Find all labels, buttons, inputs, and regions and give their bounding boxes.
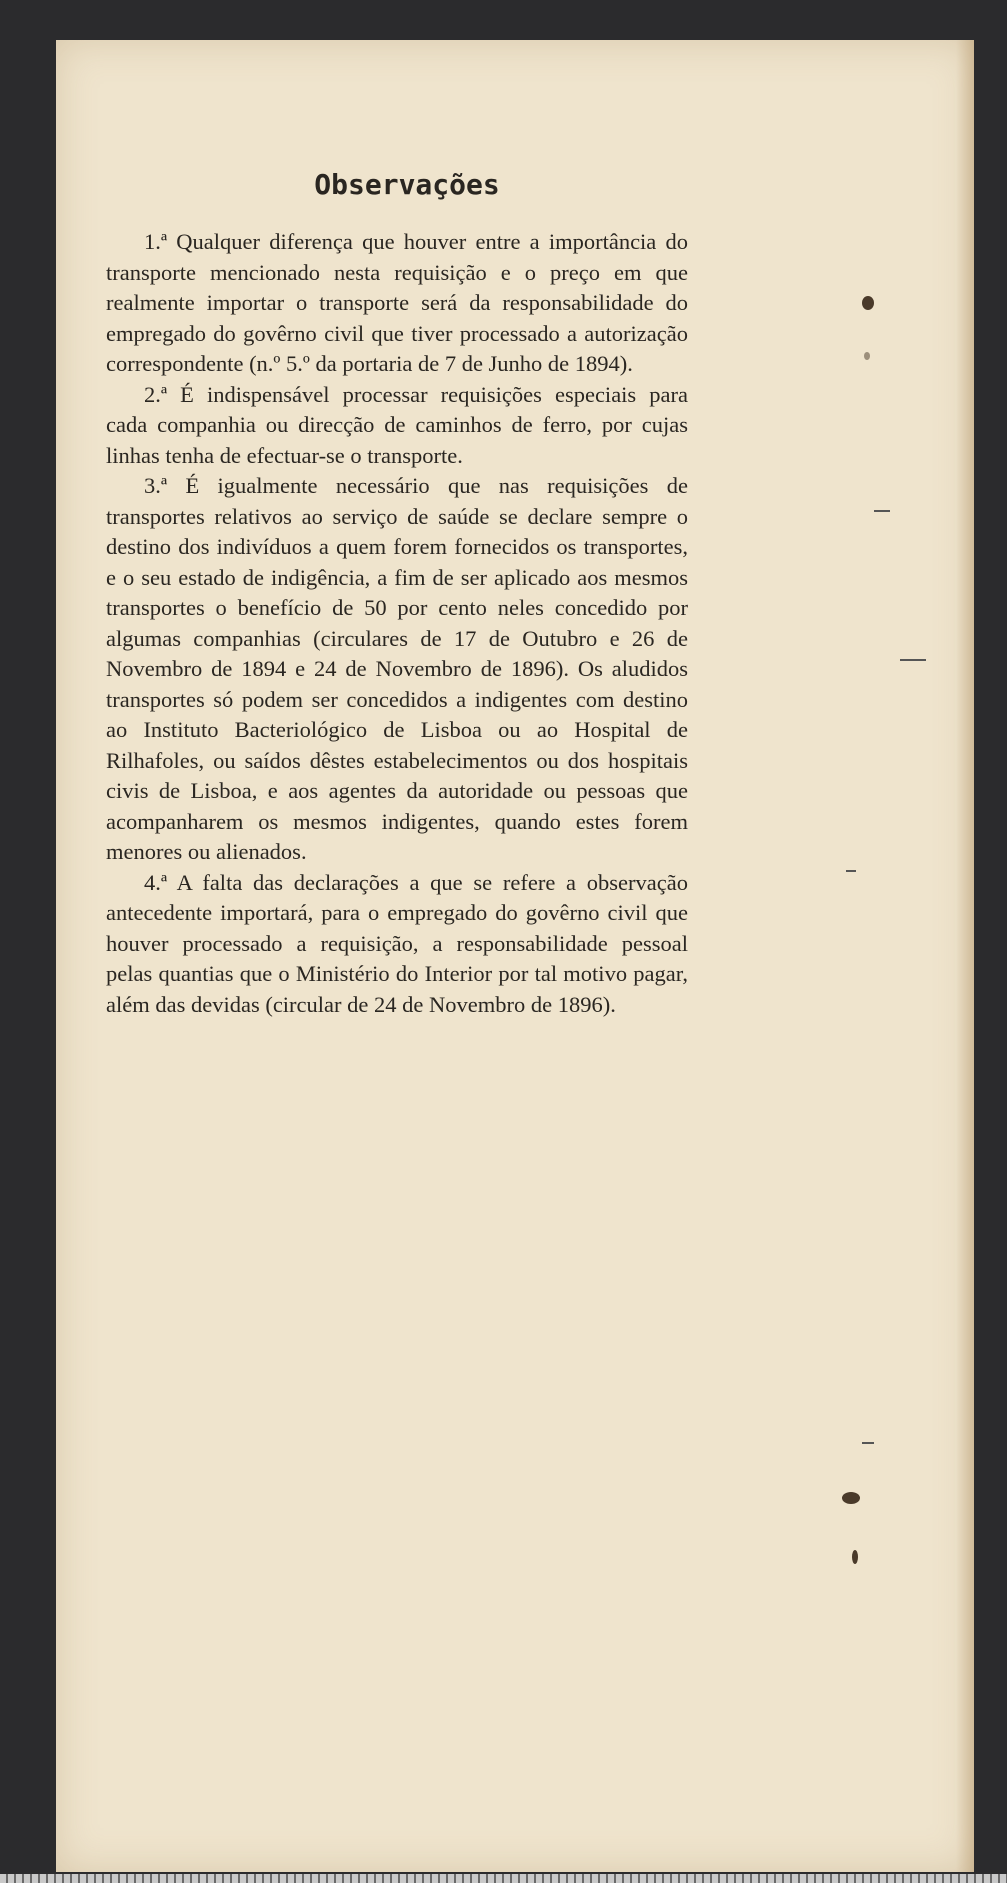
page-edge-shadow bbox=[956, 40, 974, 1872]
page-title: Observações bbox=[314, 168, 500, 201]
observation-1: 1.ª Qualquer diferença que houver entre a importância do transporte mencionado nesta requisição e o preço em que realmente importar o transporte será da responsabilidade do empregado do govêrno civil que tiver processado a autorização correspondente (n.º 5.º da portaria de 7 de Junho de 1894). bbox=[106, 229, 688, 376]
binding-mark bbox=[862, 1442, 874, 1444]
ink-speck bbox=[864, 352, 870, 360]
binding-mark bbox=[874, 510, 890, 512]
binding-mark bbox=[900, 659, 926, 661]
observation-2: 2.ª É indispensável processar requisições especiais para cada companhia ou direcção de caminhos de ferro, por cujas linhas tenha de efectuar-se o transporte. bbox=[106, 381, 688, 468]
ink-speck bbox=[852, 1550, 858, 1564]
document-content bbox=[106, 168, 688, 1020]
scan-ruler-strip bbox=[0, 1874, 1007, 1883]
ink-speck bbox=[842, 1492, 860, 1504]
observation-4: 4.ª A falta das declarações a que se refere a observação antecedente importará, para o empregado do govêrno civil que houver processado a requisição, a responsabilidade pessoal pelas quantias que o Ministério do Interior por tal motivo pagar, além das devidas (circular de 24 de Novembro de 1896). bbox=[106, 869, 688, 1017]
ink-speck bbox=[862, 296, 874, 310]
document-page bbox=[56, 40, 974, 1872]
observation-3: 3.ª É igualmente necessário que nas requisições de transportes relativos ao serviço de saúde se declare sempre o destino dos indivíduos a quem forem fornecidos os transportes, e o seu estado de indigência, a fim de ser aplicado aos mesmos transportes o benefício de 50 por cento neles concedido por algumas companhias (circulares de 17 de Outubro e 26 de Novembro de 1894 e 24 de Novembro de 1896). Os aludidos transportes só podem ser concedidos a indigentes com destino ao Instituto Bacteriológico de Lisboa ou ao Hospital de Rilhafoles, ou saídos dêstes estabelecimentos ou dos hospitais civis de Lisboa, e aos agentes da autoridade ou pessoas que acompanharem os mesmos indigentes, quando estes forem menores ou alienados. bbox=[106, 473, 688, 864]
binding-mark bbox=[846, 870, 856, 872]
